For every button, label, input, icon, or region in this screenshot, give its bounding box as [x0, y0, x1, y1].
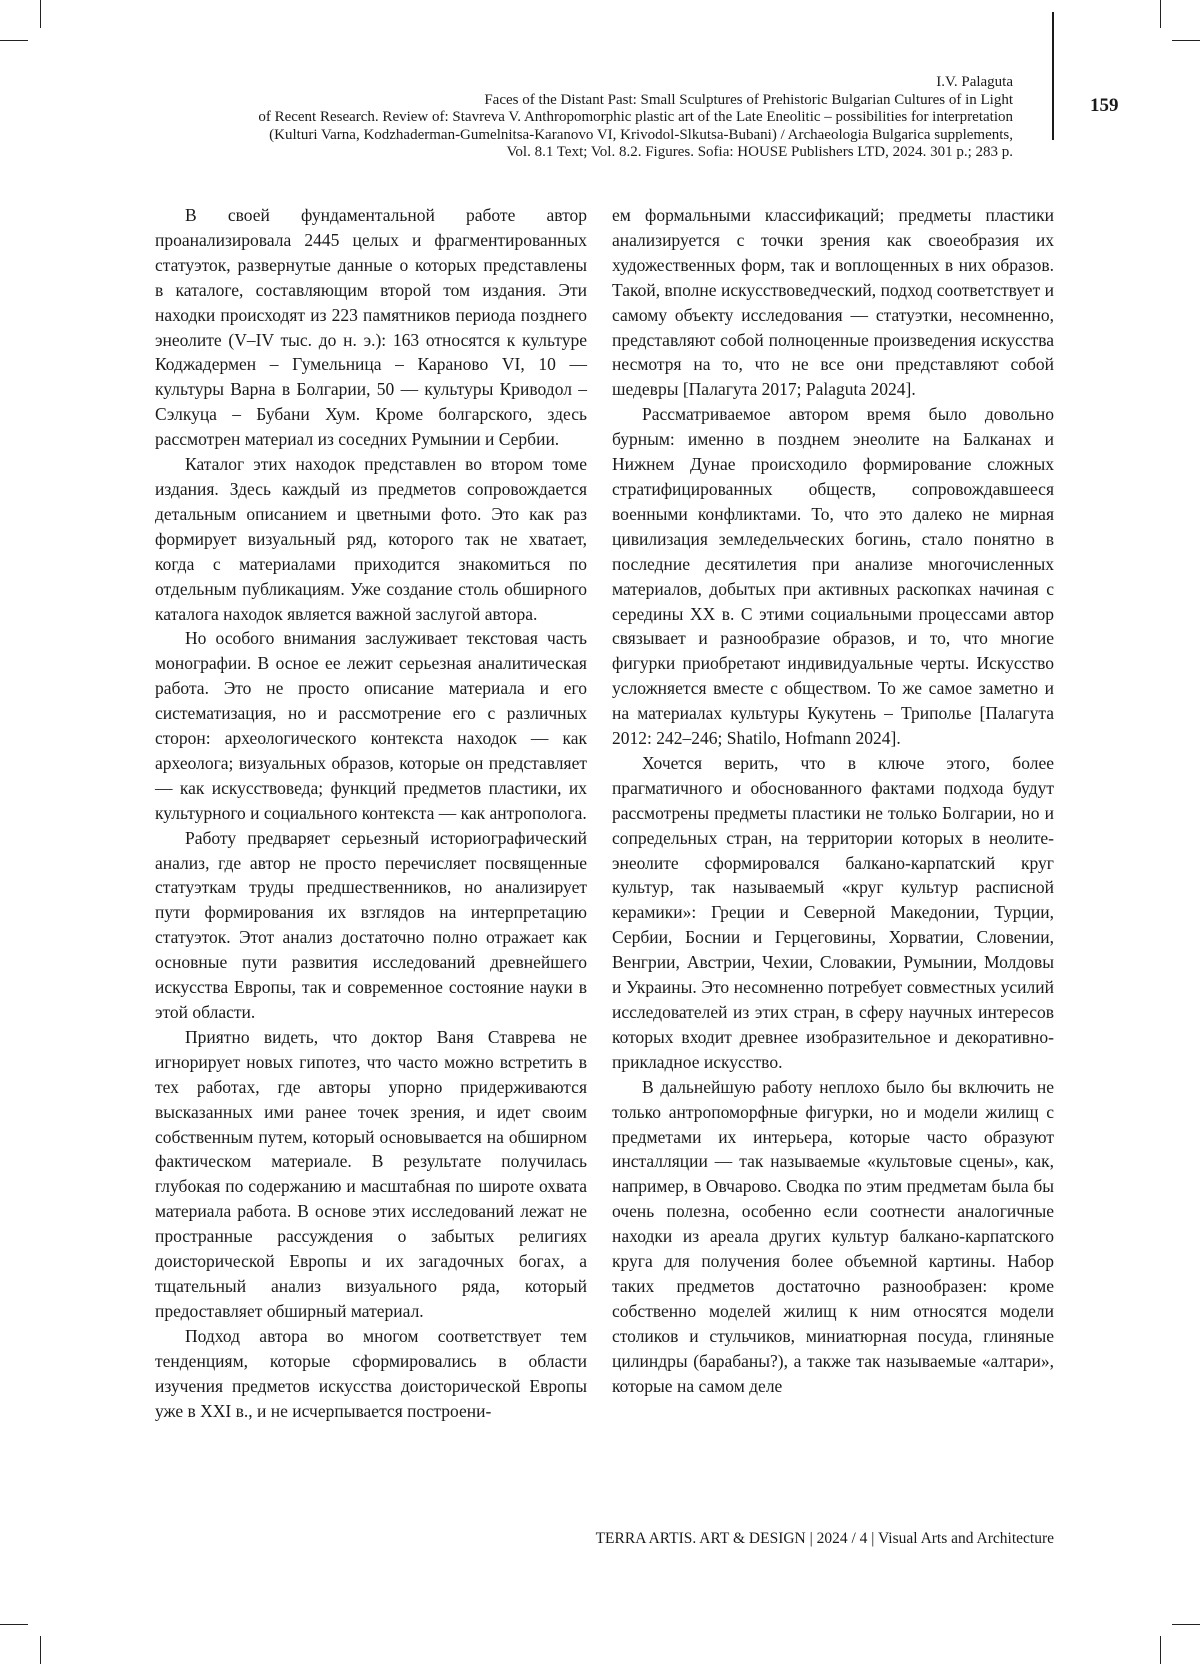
footer-separator: |	[871, 1530, 875, 1547]
paragraph: Рассматриваемое автором время было довольно бурным: именно в позднем энеолите на Балканах и Нижнем Дунае происходило формирование сложных стратифицированных обществ, сопровождавшееся военными конфликтами. То, что это далеко не мирная цивилизация земледельческих богинь, стало понятно в последние десятилетия при анализе многочисленных материалов, добытых при активных раскопках начиная с середины XX в. С этими социальными процессами автор связывает и разнообразие образов, и то, что многие фигурки приобретают индивидуальные черты. Искусство усложняется вместе с обществом. То же самое заметно и на материалах культуры Кукутень – Триполье [Палагута 2012: 242–246; Shatilo, Hofmann 2024].	[612, 404, 1054, 749]
paragraph: В своей фундаментальной работе автор проанализировала 2445 целых и фрагментированных статуэток, развернутые данные о которых представлены в каталоге, составляющим второй том издания. Эти находки происходят из 223 памятников периода позднего энеолите (V–IV тыс. до н. э.): 163 относятся к культуре Коджадермен – Гумельница – Караново VI, 10 — культуры Варна в Болгарии, 50 — культуры Криводол – Сэлкуца – Бубани Хум. Кроме болгарского, здесь рассмотрен материал из соседних Румынии и Сербии.	[155, 205, 587, 450]
running-header	[100, 74, 1013, 162]
crop-mark	[1160, 1636, 1161, 1664]
header-title-line: (Kulturi Varna, Kodzhaderman-Gumelnitsa-Karanovo VI, Krivodol-Slkutsa-Bubani) / Archaeologia Bulgarica supplements,	[269, 126, 1013, 143]
header-title-line: of Recent Research. Review of: Stavreva V. Anthropomorphic plastic art of the Late Eneolitic – possibilities for interpretation	[258, 109, 1013, 126]
header-title-line: Faces of the Distant Past: Small Sculptures of Prehistoric Bulgarian Cultures of in Light	[484, 91, 1013, 108]
paragraph: Хочется верить, что в ключе этого, более прагматичного и обоснованного фактами подхода будут рассмотрены предметы пластики не только Болгарии, но и сопредельных стран, на территории которых в неолите-энеолите сформировался балкано-карпатский круг культур, так называемый «круг культур расписной керамики»: Греции и Северной Македонии, Турции, Сербии, Боснии и Герцеговины, Хорватии, Словении, Венгрии, Австрии, Чехии, Словакии, Румынии, Молдовы и Украины. Это несомненно потребует совместных усилий исследователей из этих стран, в сферу научных интересов которых входит древнее изобразительное и декоративно-прикладное искусство.	[612, 752, 1054, 1072]
paragraph: Приятно видеть, что доктор Ваня Ставрева не игнорирует новых гипотез, что часто можно встретить в тех работах, где авторы упорно придерживаются высказанных ими ранее точек зрения, и идет своим собственным путем, который основывается на обширном фактическом материале. В результате получилась глубокая по содержанию и масштабная по широте охвата материала работа. В основе этих исследований лежат не пространные рассуждения о забытых религиях доисторической Европы и их загадочных богах, а тщательный анализ визуального ряда, который предоставляет обширный материал.	[155, 1026, 587, 1321]
header-title-line: Vol. 8.1 Text; Vol. 8.2. Figures. Sofia: HOUSE Publishers LTD, 2024. 301 p.; 283 p.	[506, 144, 1013, 161]
crop-mark	[40, 0, 41, 28]
paragraph: В дальнейшую работу неплохо было бы включить не только антропоморфные фигурки, но и модели жилищ с предметами их интерьера, которые часто образуют инсталляции — так называемые «культовые сцены», как, например, в Овчарово. Сводка по этим предметам была бы очень полезна, особенно если соотнести аналогичные находки из ареала других культур балкано-карпатского круга для получения более объемной картины. Набор таких предметов достаточно разнообразен: кроме собственно моделей жилищ к ним относятся модели столиков и стульчиков, миниатюрная посуда, глиняные цилиндры (барабаны?), а также так называемые «алтари», которые на самом деле	[612, 1076, 1054, 1396]
right-column	[612, 203, 1054, 1399]
paragraph: Подход автора во многом соответствует тем тенденциям, которые сформировались в области изучения предметов искусства доисторической Европы уже в XXI в., и не исчерпывается построени-	[155, 1325, 587, 1421]
paragraph: Но особого внимания заслуживает текстовая часть монографии. В осное ее лежит серьезная аналитическая работа. Это не просто описание материала и его систематизация, но и рассмотрение его с различных сторон: археологического контекста находок — как археолога; визуальных образов, которые он представляет — как искусствоведа; функций предметов пластики, их культурного и социального контекста — как антрополога.	[155, 628, 587, 823]
paragraph: Каталог этих находок представлен во втором томе издания. Здесь каждый из предметов сопровождается детальным описанием и цветными фото. Это как раз формирует визуальный ряд, которого так не хватает, когда с материалами приходится знакомиться по отдельным публикациям. Уже создание столь обширного каталога находок является важной заслугой автора.	[155, 454, 587, 624]
crop-mark	[40, 1636, 41, 1664]
footer-journal: TERRA ARTIS. ART & DESIGN	[595, 1530, 806, 1547]
header-author: I.V. Palaguta	[936, 74, 1013, 90]
header-divider	[1052, 12, 1054, 140]
crop-mark	[0, 40, 28, 41]
footer-issue: 2024 / 4	[816, 1530, 868, 1547]
crop-mark	[1172, 40, 1200, 41]
page-number: 159	[1090, 95, 1119, 116]
footer-section: Visual Arts and Architecture	[878, 1530, 1054, 1547]
crop-mark	[1160, 0, 1161, 28]
paragraph: Работу предваряет серьезный историографический анализ, где автор не просто перечисляет посвященные статуэткам труды предшественников, но анализирует пути формирования их взглядов на интерпретацию статуэток. Этот анализ достаточно полно отражает как основные пути развития исследований древнейшего искусства Европы, так и современное состояние науки в этой области.	[155, 827, 587, 1022]
left-column	[155, 203, 587, 1423]
paragraph-continuation: ем формальными классификаций; предметы пластики анализируется с точки зрения как своеобразия их художественных форм, так и воплощенных в них образов. Такой, вполне искусствоведческий, подход соответствует и самому объекту исследования — статуэтки, несомненно, представляют собой полноценные произведения искусства несмотря на то, что не все они представляют собой шедевры [Палагута 2017; Palaguta 2024].	[612, 205, 1054, 400]
footer-separator: |	[809, 1530, 813, 1547]
running-footer	[596, 1530, 1054, 1548]
crop-mark	[1172, 1624, 1200, 1625]
crop-mark	[0, 1624, 28, 1625]
